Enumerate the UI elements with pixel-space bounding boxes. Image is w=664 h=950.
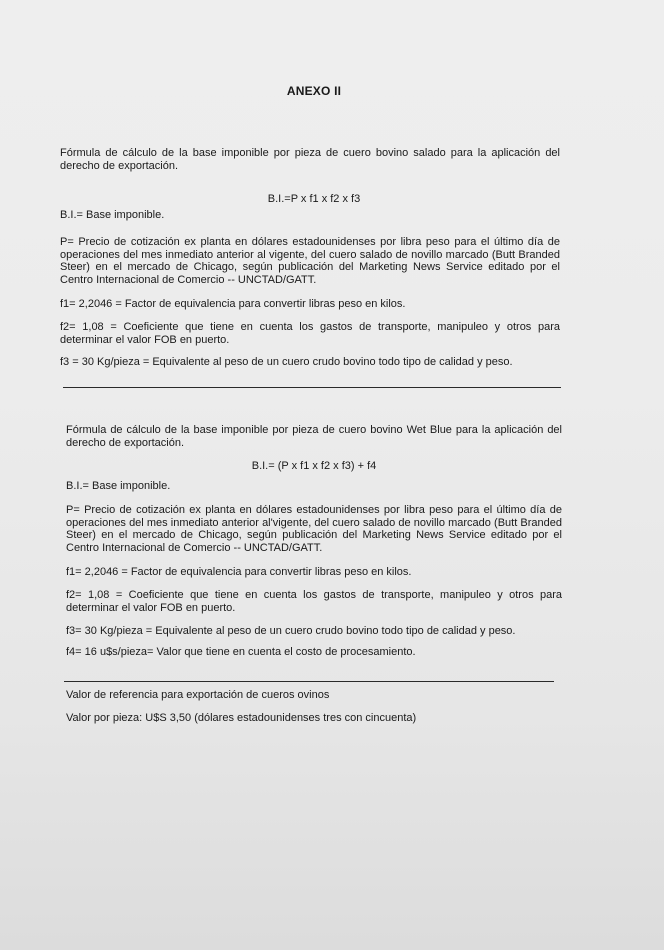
section2-formula: B.I.= (P x f1 x f2 x f3) + f4 [251, 460, 377, 472]
section2-p-definition: P= Precio de cotización ex planta en dólares estadounidenses por libra peso para el último día de operaciones del mes inmediato anterior al'vigente, del cuero salado de novillo marcado (Butt Branded Steer) en el mercado de Chicago, según publicación del Marketing News Service editado por el Centro Internacional de Comercio -- UNCTAD/GATT. [66, 504, 562, 554]
section2-f4-definition: f4= 16 u$s/pieza= Valor que tiene en cuenta el costo de procesamiento. [66, 646, 416, 658]
document-title: ANEXO II [286, 84, 342, 98]
section2-f2-definition: f2= 1,08 = Coeficiente que tiene en cuenta los gastos de transporte, manipuleo y otros para determinar el valor FOB en puerto. [66, 589, 562, 614]
section2-bi-definition: B.I.= Base imponible. [66, 480, 171, 492]
section1-p-definition: P= Precio de cotización ex planta en dólares estadounidenses por libra peso para el último día de operaciones del mes inmediato anterior al vigente, del cuero salado de novillo marcado (Butt Branded Steer) en el mercado de Chicago, según publicación del Marketing News Service editado por el Centro Internacional de Comercio -- UNCTAD/GATT. [60, 236, 560, 286]
section2-intro: Fórmula de cálculo de la base imponible por pieza de cuero bovino Wet Blue para la aplicación del derecho de exportación. [66, 424, 562, 449]
section1-bi-definition: B.I.= Base imponible. [60, 209, 165, 221]
section1-intro: Fórmula de cálculo de la base imponible por pieza de cuero bovino salado para la aplicación del derecho de exportación. [60, 147, 560, 172]
section1-f1-definition: f1= 2,2046 = Factor de equivalencia para convertir libras peso en kilos. [60, 298, 406, 310]
ovine-reference-label: Valor de referencia para exportación de cueros ovinos [66, 689, 330, 701]
section1-f3-definition: f3 = 30 Kg/pieza = Equivalente al peso de un cuero crudo bovino todo tipo de calidad y peso. [60, 356, 513, 368]
section-divider [64, 681, 554, 682]
section-divider [63, 387, 561, 388]
section1-f2-definition: f2= 1,08 = Coeficiente que tiene en cuenta los gastos de transporte, manipuleo y otros para determinar el valor FOB en puerto. [60, 321, 560, 346]
section2-f3-definition: f3= 30 Kg/pieza = Equivalente al peso de un cuero crudo bovino todo tipo de calidad y peso. [66, 625, 516, 637]
section1-formula: B.I.=P x f1 x f2 x f3 [267, 193, 361, 205]
ovine-value-per-piece: Valor por pieza: U$S 3,50 (dólares estadounidenses tres con cincuenta) [66, 712, 417, 724]
section2-f1-definition: f1= 2,2046 = Factor de equivalencia para convertir libras peso en kilos. [66, 566, 412, 578]
